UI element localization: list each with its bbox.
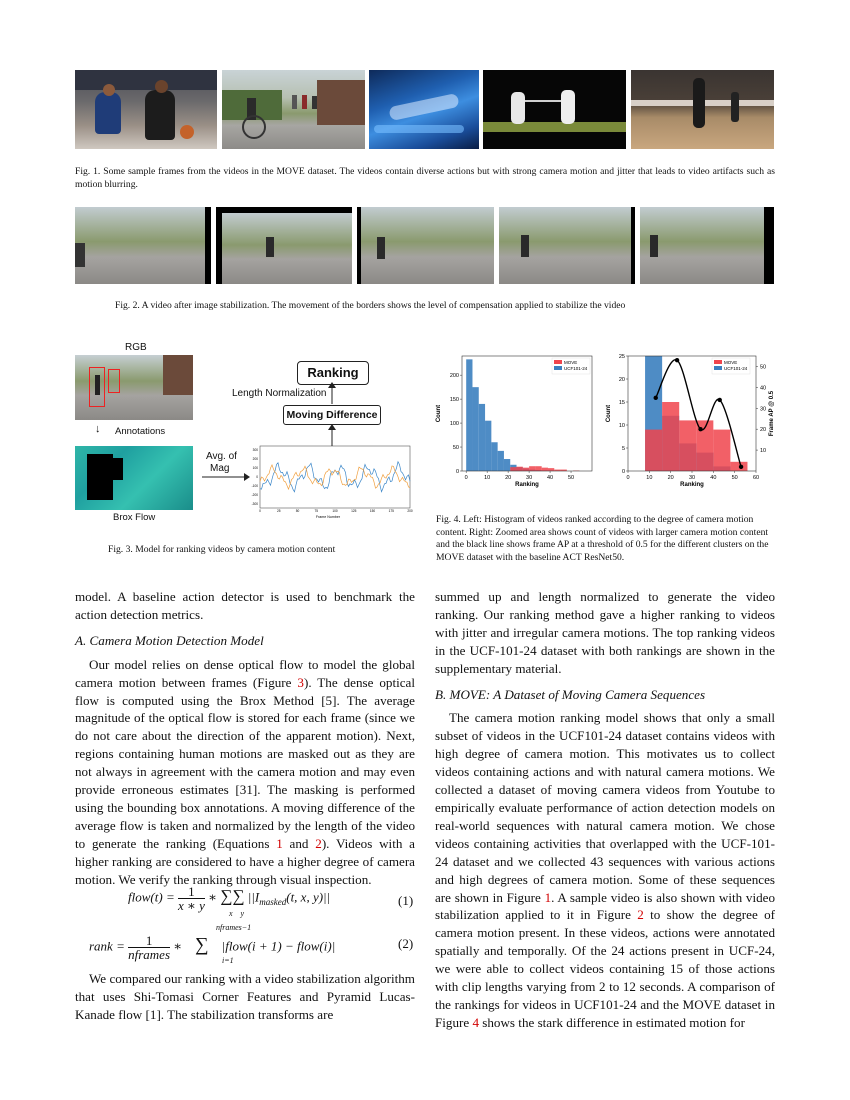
x-tick-label: 40 (710, 475, 717, 481)
legend-label: UCF101-24 (564, 366, 588, 371)
left-paragraph-1: model. A baseline action detector is used to benchmark the action detection metrics. (75, 589, 415, 622)
left-paragraph-3: We compared our ranking with a video stabilization algorithm that uses Shi-Tomasi Corner Features and Pyramid Lucas-Kanade flow [1]. The stabilization transforms are (75, 971, 415, 1022)
x-tick-label: 60 (752, 475, 760, 481)
stabilized-frame-3 (357, 207, 494, 284)
plot-xticks (259, 509, 413, 513)
y2-tick-label: 30 (760, 406, 767, 413)
eq1-sum-indices: x y (229, 909, 245, 918)
brox-flow-label: Brox Flow (113, 512, 156, 523)
fencing-frame (483, 70, 626, 149)
brox-flow-frame (75, 446, 193, 510)
basketball-frame (75, 70, 217, 149)
plot-xlabel: Frame Number (315, 515, 341, 519)
ucf-bar (479, 404, 485, 471)
moving-difference-box: Moving Difference (283, 405, 381, 425)
length-normalization-label: Length Normalization (232, 388, 327, 399)
flow-signal-orange (260, 465, 410, 489)
y2-tick-label: 50 (760, 364, 767, 371)
plot-ytick: 300 (252, 448, 258, 452)
right-column (435, 588, 775, 1032)
move-bar (510, 467, 516, 471)
gym-basketball-frame (631, 70, 774, 149)
stabilized-frame-4 (499, 207, 635, 284)
plot-xtick: 50 (295, 509, 300, 513)
x-axis-label: Ranking (680, 482, 704, 488)
plot-xtick: 125 (351, 509, 357, 513)
frame-ap-point (675, 358, 679, 362)
legend-swatch (554, 360, 562, 364)
plot-xtick: 150 (369, 509, 376, 513)
x-tick-label: 40 (547, 475, 554, 481)
plot-ytick: -100 (251, 484, 258, 488)
ucf-bar (485, 421, 491, 471)
plot-xtick: 0 (259, 509, 261, 513)
legend-swatch (714, 366, 722, 370)
frame-ap-point (739, 465, 743, 469)
y-tick-label: 15 (618, 400, 625, 406)
y-tick-label: 50 (452, 445, 459, 452)
fig4-caption: Fig. 4. Left: Histogram of videos ranked according to the degree of camera motion content. Right: Zoomed area shows count of videos with larger camera motion content and the black line shows frame AP at a threshold of 0.5 for the different clusters on the MOVE dataset with the baseline ACT ResNet50. (436, 514, 769, 563)
right-paragraph-1: summed up and length normalized to generate the video ranking. Our ranking method gave a higher ranking to videos with jitter and irregular camera motions. The top ranking videos in the UCF-101-24 dataset with both rankings are shown in the supplementary material. (435, 589, 775, 676)
ref-figure-4[interactable]: 4 (472, 1014, 480, 1030)
left-column (75, 588, 415, 889)
ranking-box: Ranking (297, 361, 369, 385)
rgb-label: RGB (125, 342, 147, 353)
x-tick-label: 50 (567, 475, 575, 481)
ref-equation-1[interactable]: 1 (276, 835, 283, 851)
x-tick-label: 10 (484, 475, 491, 481)
down-arrow-icon: ↓ (95, 423, 101, 435)
plot-ytick: 200 (252, 457, 258, 461)
annotations-label: Annotations (115, 426, 166, 437)
y-axis-label: Count (606, 404, 612, 423)
equation-2-number: (2) (398, 936, 414, 951)
move-bar (662, 402, 679, 471)
plot-ytick: 0 (256, 475, 258, 479)
legend-label: MOVE (724, 360, 738, 365)
left-paragraph-2: Our model relies on dense optical flow to model the global camera motion between frames (Figure 3). The dense optical flow is computed using the Brox Method [5]. The average magnitude of the optical flow is stored for each frame (since we do not care about the direction of the apparent motion). Next, regions containing human motions are masked out as they are not always in agreement with the camera motion and may even provide erroneous estimates [31]. The masking is performed using the bounding box annotations. A moving difference of the average flow is taken and normalized by the length of the video to generate the ranking (Equations 1 and 2). Videos with a higher ranking are considered to have a higher degree of camera motion. We verify the ranking through visual inspection. (75, 656, 415, 887)
fig2-caption: Fig. 2. A video after image stabilization. The movement of the borders shows the level of compensation applied to stabilize the video (115, 300, 626, 311)
y-tick-label: 100 (449, 421, 459, 428)
move-bar (645, 430, 662, 471)
cyclist-path-frame (222, 70, 365, 149)
move-bar (542, 468, 548, 471)
y-axis-label: Count (436, 404, 442, 423)
ucf-bar (466, 359, 472, 471)
frame-ap-point (654, 396, 658, 400)
fig1-caption: Fig. 1. Some sample frames from the videos in the MOVE dataset. The videos contain diverse actions but with strong camera motion and jitter that leads to video artifacts such as motion blurring. (75, 166, 775, 190)
x-axis-label: Ranking (515, 482, 539, 488)
y2-axis-label: Frame AP @ 0.5 (769, 390, 775, 437)
y-tick-label: 10 (618, 423, 625, 429)
legend-swatch (714, 360, 722, 364)
swimming-blur-frame (369, 70, 479, 149)
left-column-bottom (75, 970, 415, 1024)
plot-xtick: 25 (276, 509, 281, 513)
plot-ytick: -200 (251, 493, 258, 497)
histogram-chart-right (600, 350, 776, 490)
plot-xtick: 200 (407, 509, 413, 513)
plot-ytick: 100 (252, 466, 258, 470)
legend-label: MOVE (564, 360, 578, 365)
y-tick-label: 150 (449, 397, 459, 404)
move-bar (529, 466, 535, 471)
equation-1-number: (1) (398, 893, 414, 908)
plot-yticks (252, 448, 259, 506)
stabilized-frame-1 (75, 207, 211, 284)
histogram-chart-left (432, 350, 598, 490)
x-tick-label: 10 (646, 475, 653, 481)
move-bar (523, 468, 529, 471)
stabilized-frame-5 (640, 207, 774, 284)
legend-label: UCF101-24 (724, 366, 748, 371)
ref-figure-3[interactable]: 3 (297, 674, 304, 690)
rgb-frame (75, 355, 193, 420)
y-tick-label: 200 (449, 373, 459, 380)
y-tick-label: 5 (621, 446, 625, 452)
section-b-heading: B. MOVE: A Dataset of Moving Camera Sequences (435, 686, 706, 702)
plot-ytick: -300 (251, 502, 258, 506)
legend-swatch (554, 366, 562, 370)
y-tick-label: 0 (455, 469, 459, 475)
frame-ap-point (718, 398, 722, 402)
y2-tick-label: 20 (760, 427, 767, 434)
x-tick-label: 20 (667, 475, 674, 481)
move-bar (713, 430, 730, 471)
fig3-caption: Fig. 3. Model for ranking videos by camera motion content (108, 544, 336, 555)
ucf-bar (491, 442, 497, 471)
plot-xtick: 100 (332, 509, 338, 513)
move-bar (535, 466, 541, 471)
x-tick-label: 0 (464, 475, 468, 481)
x-tick-label: 20 (505, 475, 512, 481)
plot-xtick: 75 (314, 509, 319, 513)
right-paragraph-2: The camera motion ranking model shows that only a small subset of videos in the UCF101-24 dataset contains videos with high degree of camera motion. This motivates us to collect videos containing actions and with natural camera motions. We collected a dataset of moving camera videos from Youtube to empirically evaluate performance of action detection models on real-world sequences with natural camera motion. We chose videos containing activities that overlapped with the UCF-101-24 dataset and we collected 43 sequences with various actions and high degrees of camera motion. Some of these sequences are shown in Figure 1. A sample video is also shown with video stabilization applied to it in Figure 2 to show the degree of camera motion present. In these videos, actions were annotated spatially and temporally. Of the 24 actions present in UCF-24, we were able to collect videos containing 15 of those actions with clip lengths varying from 2 to 12 seconds. A comparison of the rankings for videos in UCF101-24 and the MOVE dataset in Figure 4 shows the stark difference in estimated motion for (435, 710, 775, 1030)
ref-equation-2[interactable]: 2 (315, 835, 322, 851)
ucf-bar (472, 387, 478, 471)
equation-2: rank = 1 nframes ∗ ∑ |flow(i + 1) − flow(i)| (89, 933, 336, 962)
ucf-bar (498, 451, 504, 471)
ref-figure-2[interactable]: 2 (637, 907, 644, 923)
section-a-heading: A. Camera Motion Detection Model (75, 632, 264, 648)
x-tick-label: 50 (731, 475, 738, 481)
plot-xtick: 175 (388, 509, 394, 513)
y2-tick-label: 10 (760, 448, 767, 455)
y-tick-label: 0 (621, 469, 625, 475)
frame-ap-point (698, 427, 702, 431)
ref-figure-1[interactable]: 1 (544, 889, 552, 905)
x-tick-label: 30 (688, 475, 696, 481)
avg-label-line2: Mag (210, 463, 230, 474)
move-bar (548, 468, 554, 471)
move-bar (679, 420, 696, 471)
eq2-sum-upper: nframes−1 (216, 923, 252, 932)
ucf-bar (504, 459, 510, 471)
x-tick-label: 0 (626, 475, 630, 481)
avg-label-line1: Avg. of (206, 451, 237, 462)
y-tick-label: 20 (618, 377, 625, 383)
right-arrow-icon (200, 470, 250, 484)
stabilized-frame-2 (216, 207, 352, 284)
move-bar (517, 467, 523, 471)
y2-tick-label: 40 (760, 385, 767, 392)
x-tick-label: 30 (526, 475, 533, 481)
y-tick-label: 25 (618, 354, 625, 360)
eq2-sum-lower: i=1 (222, 956, 234, 965)
equation-1: flow(t) = $\frac{1}{x ∗ y}$ ∗ ∑∑ $||I_{masked}(t$, x, y)|| (128, 884, 331, 913)
flow-magnitude-plot (246, 442, 416, 520)
